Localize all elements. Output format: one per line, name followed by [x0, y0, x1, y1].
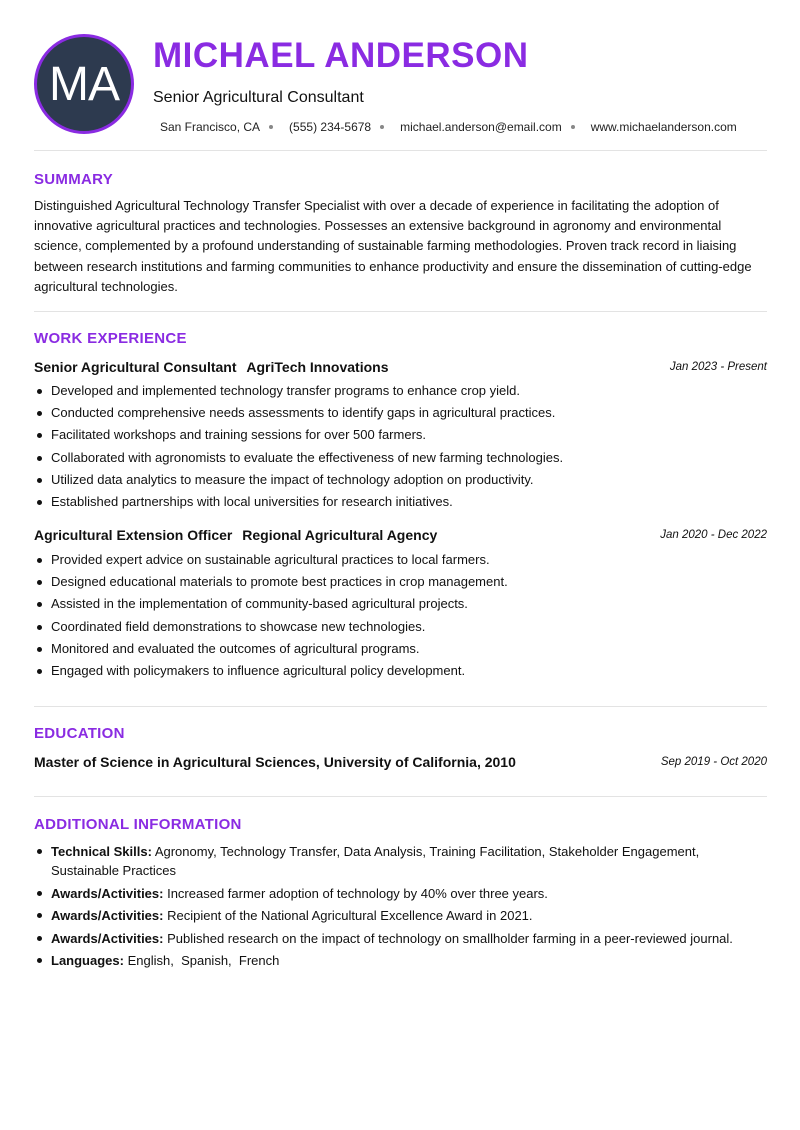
summary-heading: SUMMARY: [34, 171, 114, 188]
item-text: Published research on the impact of technology on smallholder farming in a peer-reviewed journal.: [167, 930, 733, 946]
list-item: [34, 929, 767, 948]
job-role: Senior Agricultural Consultant: [34, 359, 237, 375]
list-item: Conducted comprehensive needs assessments to identify gaps in agricultural practices.: [34, 402, 767, 424]
job-company: AgriTech Innovations: [246, 359, 389, 375]
list-item: Developed and implemented technology transfer programs to enhance crop yield.: [34, 380, 767, 402]
contact-email[interactable]: michael.anderson@email.com: [400, 120, 562, 134]
additional-heading: ADDITIONAL INFORMATION: [34, 816, 242, 833]
item-label: Awards/Activities:: [51, 930, 164, 946]
education-degree: Master of Science in Agricultural Sciences, University of California, 2010: [34, 754, 516, 770]
section-divider: [34, 706, 767, 707]
candidate-name: MICHAEL ANDERSON: [153, 36, 529, 75]
list-item: Coordinated field demonstrations to showcase new technologies.: [34, 616, 767, 638]
list-item: Utilized data analytics to measure the impact of technology adoption on productivity.: [34, 469, 767, 491]
education-dates: Sep 2019 - Oct 2020: [660, 756, 767, 768]
list-item: [34, 884, 767, 903]
list-item: Collaborated with agronomists to evaluate the effectiveness of new farming technologies.: [34, 447, 767, 469]
contact-bar: [160, 120, 737, 134]
item-text: Agronomy, Technology Transfer, Data Analysis, Training Facilitation, Stakeholder Engagement, Sustainable Practices: [51, 844, 700, 878]
list-item: Facilitated workshops and training sessions for over 500 farmers.: [34, 424, 767, 446]
avatar: [34, 34, 134, 134]
section-divider: [34, 150, 767, 151]
item-label: Awards/Activities:: [51, 885, 164, 901]
item-label: Technical Skills:: [51, 844, 152, 859]
job-company: Regional Agricultural Agency: [242, 527, 438, 543]
item-label: Languages:: [51, 953, 124, 968]
experience-heading: WORK EXPERIENCE: [34, 330, 187, 347]
item-text: Recipient of the National Agricultural Excellence Award in 2021.: [167, 908, 533, 923]
contact-website[interactable]: www.michaelanderson.com: [590, 120, 737, 134]
summary-text: Distinguished Agricultural Technology Transfer Specialist with over a decade of experience in facilitating the adoption of innovative agricultural practices and technologies. Possesses an extensive background in agronomy and environmental science, complemented by a profound understanding of sustainable farming methodologies. Proven track record in liaising between research institutions and farming communities to enhance productivity and ensure the dissemination of cutting-edge agricultural technologies.: [34, 198, 752, 294]
list-item: [34, 906, 767, 925]
contact-phone[interactable]: (555) 234-5678: [289, 120, 372, 134]
avatar-initials: MA: [49, 57, 119, 111]
list-item: Established partnerships with local universities for research initiatives.: [34, 491, 767, 513]
additional-info-list: [34, 842, 767, 974]
job-heading: [34, 527, 437, 543]
section-divider: [34, 796, 767, 797]
list-item: [34, 842, 767, 880]
separator-dot: [571, 125, 575, 129]
job-dates: Jan 2020 - Dec 2022: [660, 529, 767, 541]
list-item: [34, 951, 767, 970]
list-item: Assisted in the implementation of community-based agricultural projects.: [34, 593, 767, 615]
separator-dot: [380, 125, 384, 129]
item-text: Increased farmer adoption of technology by 40% over three years.: [167, 885, 548, 901]
item-text: English, Spanish, French: [127, 953, 280, 968]
job-bullet-list: [34, 549, 767, 682]
contact-location: San Francisco, CA: [160, 120, 261, 134]
job-dates: Jan 2023 - Present: [669, 361, 767, 373]
education-heading: EDUCATION: [34, 725, 125, 742]
list-item: Engaged with policymakers to influence agricultural policy development.: [34, 660, 767, 682]
list-item: Provided expert advice on sustainable agricultural practices to local farmers.: [34, 549, 767, 571]
job-role: Agricultural Extension Officer: [34, 527, 233, 543]
job-heading: [34, 359, 388, 375]
list-item: Monitored and evaluated the outcomes of agricultural programs.: [34, 638, 767, 660]
section-divider: [34, 311, 767, 312]
separator-dot: [269, 125, 273, 129]
job-bullet-list: [34, 380, 767, 513]
item-label: Awards/Activities:: [51, 908, 164, 923]
candidate-title: Senior Agricultural Consultant: [153, 89, 364, 106]
list-item: Designed educational materials to promote best practices in crop management.: [34, 571, 767, 593]
